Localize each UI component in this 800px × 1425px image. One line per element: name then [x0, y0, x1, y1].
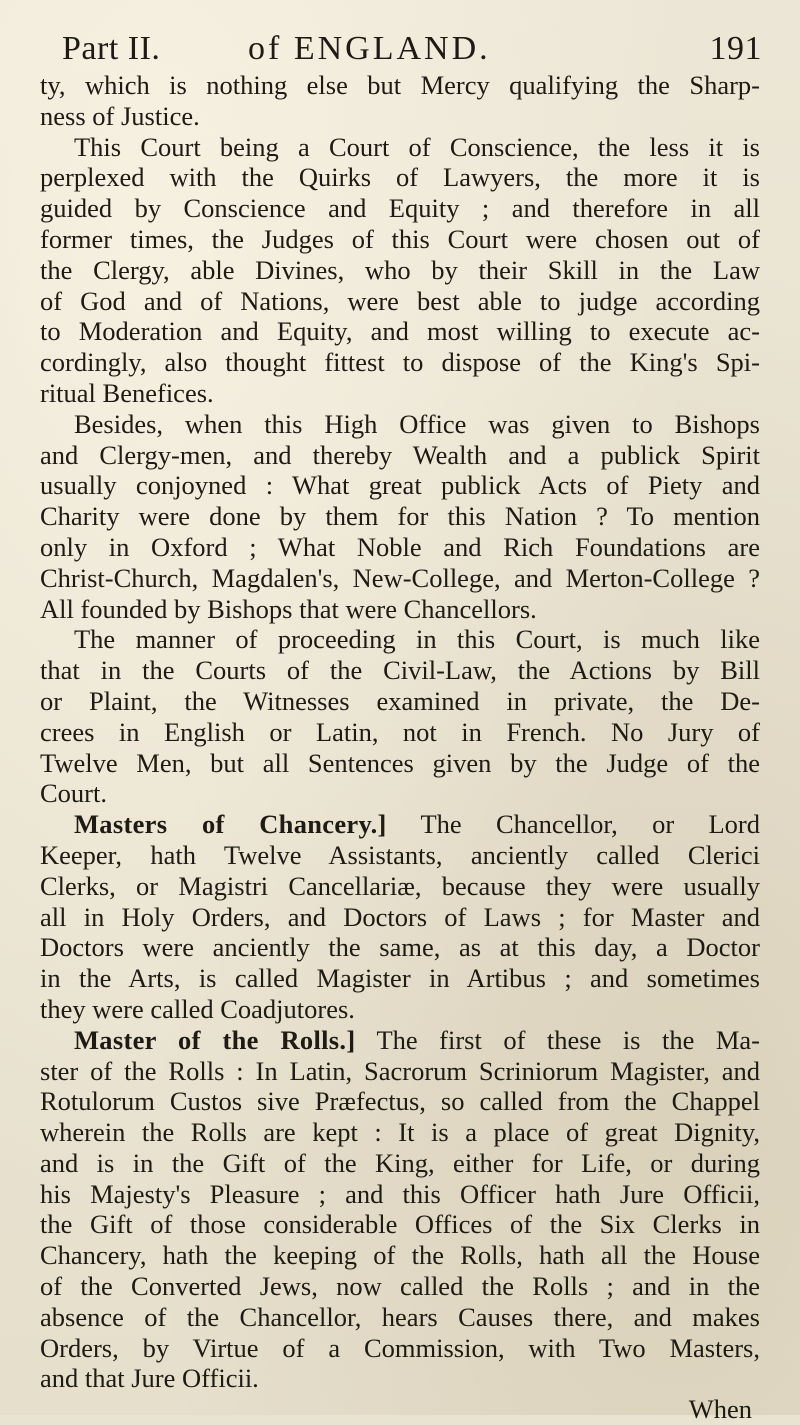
text-line [40, 809, 760, 840]
text-line: absence of the Chancellor, hears Causes there, and makes [40, 1301, 760, 1332]
text-line: his Majesty's Pleasure ; and this Officer hath Jure Officii, [40, 1178, 760, 1209]
text-line: the Gift of those considerable Offices of the Six Clerks in [40, 1209, 760, 1240]
text-line: ty, which is nothing else but Mercy qualifying the Sharp- [40, 70, 760, 100]
running-header [62, 28, 762, 70]
text-line: to Moderation and Equity, and most willing to execute ac- [40, 316, 760, 347]
text-line: Clerks, or Magistri Cancellariæ, because they were usually [40, 870, 760, 901]
text-line: wherein the Rolls are kept : It is a place of great Dignity, [40, 1117, 760, 1148]
text-line: that in the Courts of the Civil-Law, the Actions by Bill [40, 655, 760, 686]
text-line: Twelve Men, but all Sentences given by the Judge of the [40, 747, 760, 778]
text-line: Christ-Church, Magdalen's, New-College, and Merton-College ? [40, 562, 760, 593]
text-line: Rotulorum Custos sive Præfectus, so called from the Chappel [40, 1086, 760, 1117]
text-line: guided by Conscience and Equity ; and therefore in all [40, 193, 760, 224]
text-line: only in Oxford ; What Noble and Rich Foundations are [40, 531, 760, 562]
text-line: or Plaint, the Witnesses examined in private, the De- [40, 685, 760, 716]
text-line: Court. [40, 778, 107, 809]
text-line: in the Arts, is called Magister in Artibus ; and sometimes [40, 963, 760, 994]
text-line: and is in the Gift of the King, either for Life, or during [40, 1147, 760, 1178]
text-line: ritual Benefices. [40, 377, 214, 408]
text-line: Charity were done by them for this Nation ? To mention [40, 501, 760, 532]
text-line: Besides, when this High Office was given to Bishops [74, 408, 760, 439]
section-heading: Master of the Rolls.] [74, 1024, 356, 1055]
text-line: and Clergy-men, and thereby Wealth and a publick Spirit [40, 439, 760, 470]
text-line: This Court being a Court of Conscience, the less it is [74, 131, 760, 162]
line-text: The first of these is the Ma- [355, 1024, 760, 1055]
text-line: all in Holy Orders, and Doctors of Laws ; for Master and [40, 901, 760, 932]
text-line: All founded by Bishops that were Chancellors. [40, 593, 537, 624]
text-line: usually conjoyned : What great publick Acts of Piety and [40, 470, 760, 501]
text-line: cordingly, also thought fittest to dispose of the King's Spi- [40, 347, 760, 378]
text-line: ster of the Rolls : In Latin, Sacrorum Scriniorum Magister, and [40, 1055, 760, 1086]
text-line [40, 1025, 760, 1056]
text-line: perplexed with the Quirks of Lawyers, the more it is [40, 162, 760, 193]
text-line: and that Jure Officii. [40, 1363, 259, 1394]
text-line: crees in English or Latin, not in French. No Jury of [40, 716, 760, 747]
text-line: Chancery, hath the keeping of the Rolls, hath all the House [40, 1240, 760, 1271]
text-line: former times, the Judges of this Court were chosen out of [40, 223, 760, 254]
header-title: of ENGLAND. [248, 30, 491, 67]
text-line: of the Converted Jews, now called the Rolls ; and in the [40, 1271, 760, 1302]
section-heading: Masters of Chancery.] [74, 809, 387, 840]
catchword: When [688, 1394, 752, 1425]
header-part: Part II. [62, 30, 161, 67]
text-line: of God and of Nations, were best able to judge according [40, 285, 760, 316]
text-line: Doctors were anciently the same, as at this day, a Doctor [40, 932, 760, 963]
page-number: 191 [709, 30, 762, 67]
text-line: Orders, by Virtue of a Commission, with Two Masters, [40, 1332, 760, 1363]
text-line: ness of Justice. [40, 100, 200, 131]
line-text: The Chancellor, or Lord [386, 809, 760, 840]
text-line: Keeper, hath Twelve Assistants, anciently called Clerici [40, 839, 760, 870]
body-text [40, 70, 760, 1425]
text-line: the Clergy, able Divines, who by their Skill in the Law [40, 254, 760, 285]
text-line: The manner of proceeding in this Court, is much like [74, 624, 760, 655]
text-line: they were called Coadjutores. [40, 993, 355, 1024]
